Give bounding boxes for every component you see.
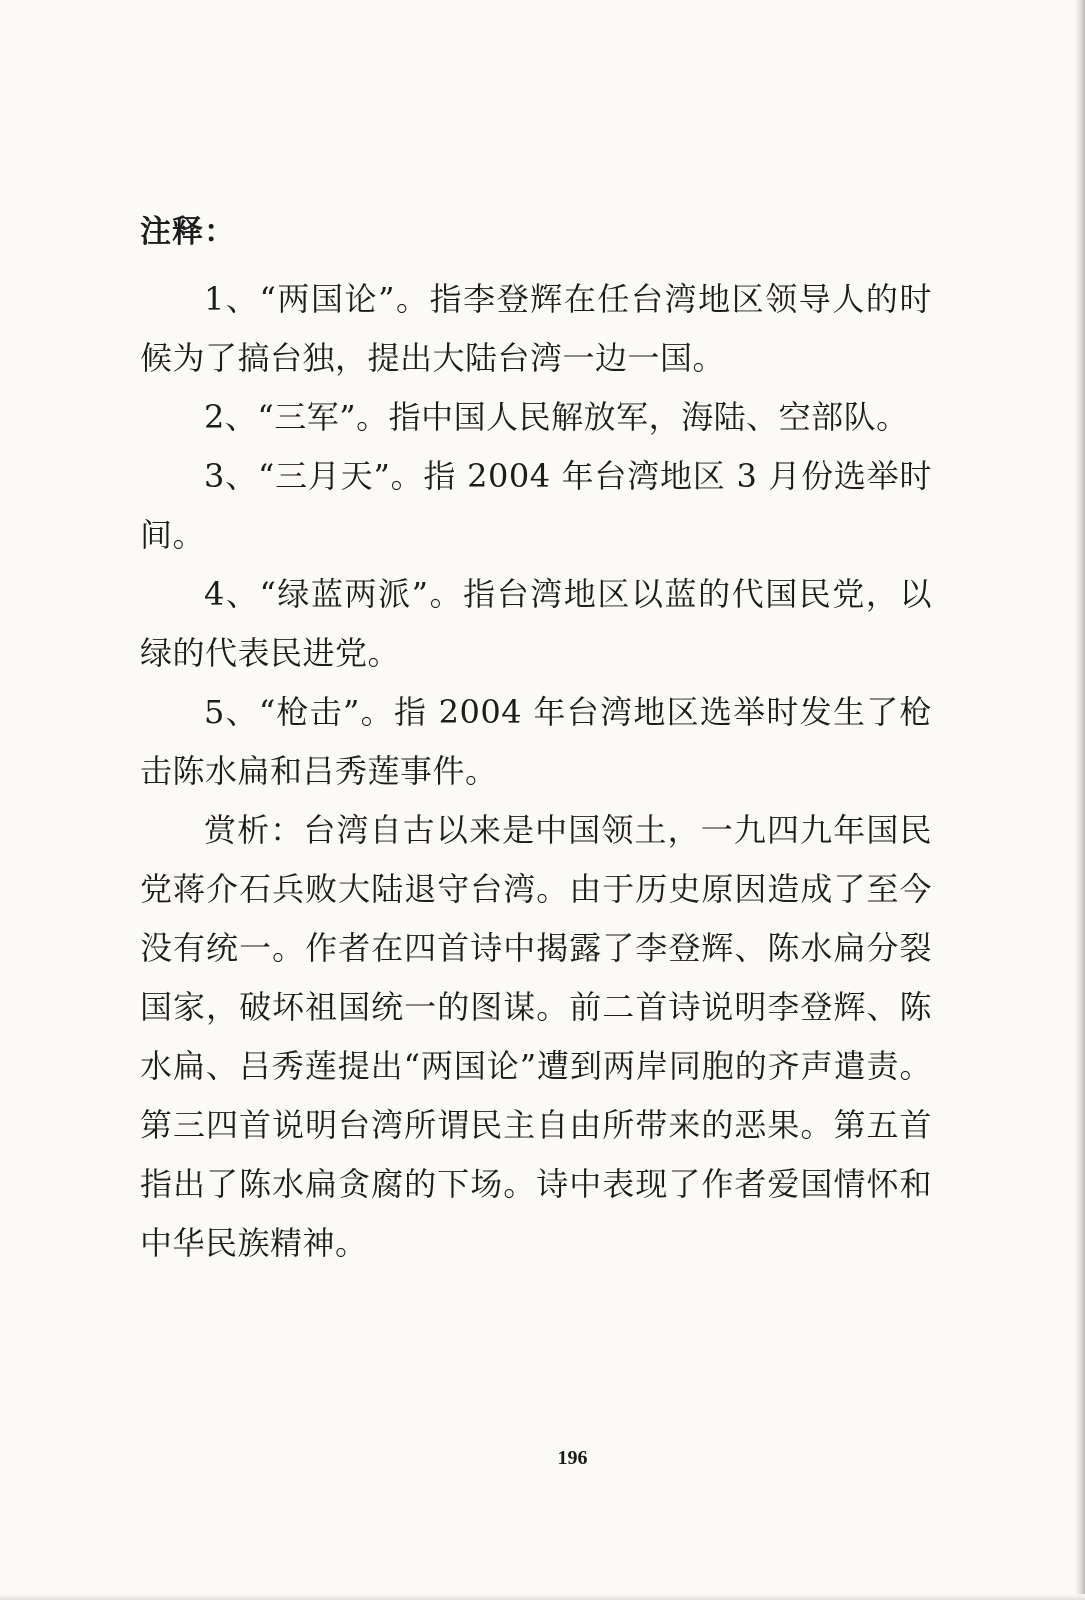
notes-section — [140, 212, 932, 1273]
note-item-4: 4、“绿蓝两派”。指台湾地区以蓝的代国民党，以绿的代表民进党。 — [140, 575, 932, 672]
page-edge-shadow — [1075, 0, 1085, 1600]
page-bottom-shadow — [0, 1594, 1085, 1600]
page-number: 196 — [557, 1447, 588, 1469]
note-item-2: 2、“三军”。指中国人民解放军，海陆、空部队。 — [204, 398, 909, 436]
note-item-3: 3、“三月天”。指 2004 年台湾地区 3 月份选举时间。 — [140, 457, 932, 554]
notes-heading: 注释： — [140, 214, 236, 250]
note-item-5: 5、“枪击”。指 2004 年台湾地区选举时发生了枪击陈水扁和吕秀莲事件。 — [140, 693, 932, 790]
appreciation-paragraph: 赏析：台湾自古以来是中国领土，一九四九年国民党蒋介石兵败大陆退守台湾。由于历史原因造成了至今没有统一。作者在四首诗中揭露了李登辉、陈水扁分裂国家，破坏祖国统一的图谋。前二首诗说明李登辉、陈水扁、吕秀莲提出“两国论”遭到两岸同胞的齐声遣责。第三四首说明台湾所谓民主自由所带来的恶果。第五首指出了陈水扁贪腐的下场。诗中表现了作者爱国情怀和中华民族精神。 — [140, 811, 932, 1262]
note-item-1: 1、“两国论”。指李登辉在任台湾地区领导人的时候为了搞台独，提出大陆台湾一边一国。 — [140, 280, 932, 377]
